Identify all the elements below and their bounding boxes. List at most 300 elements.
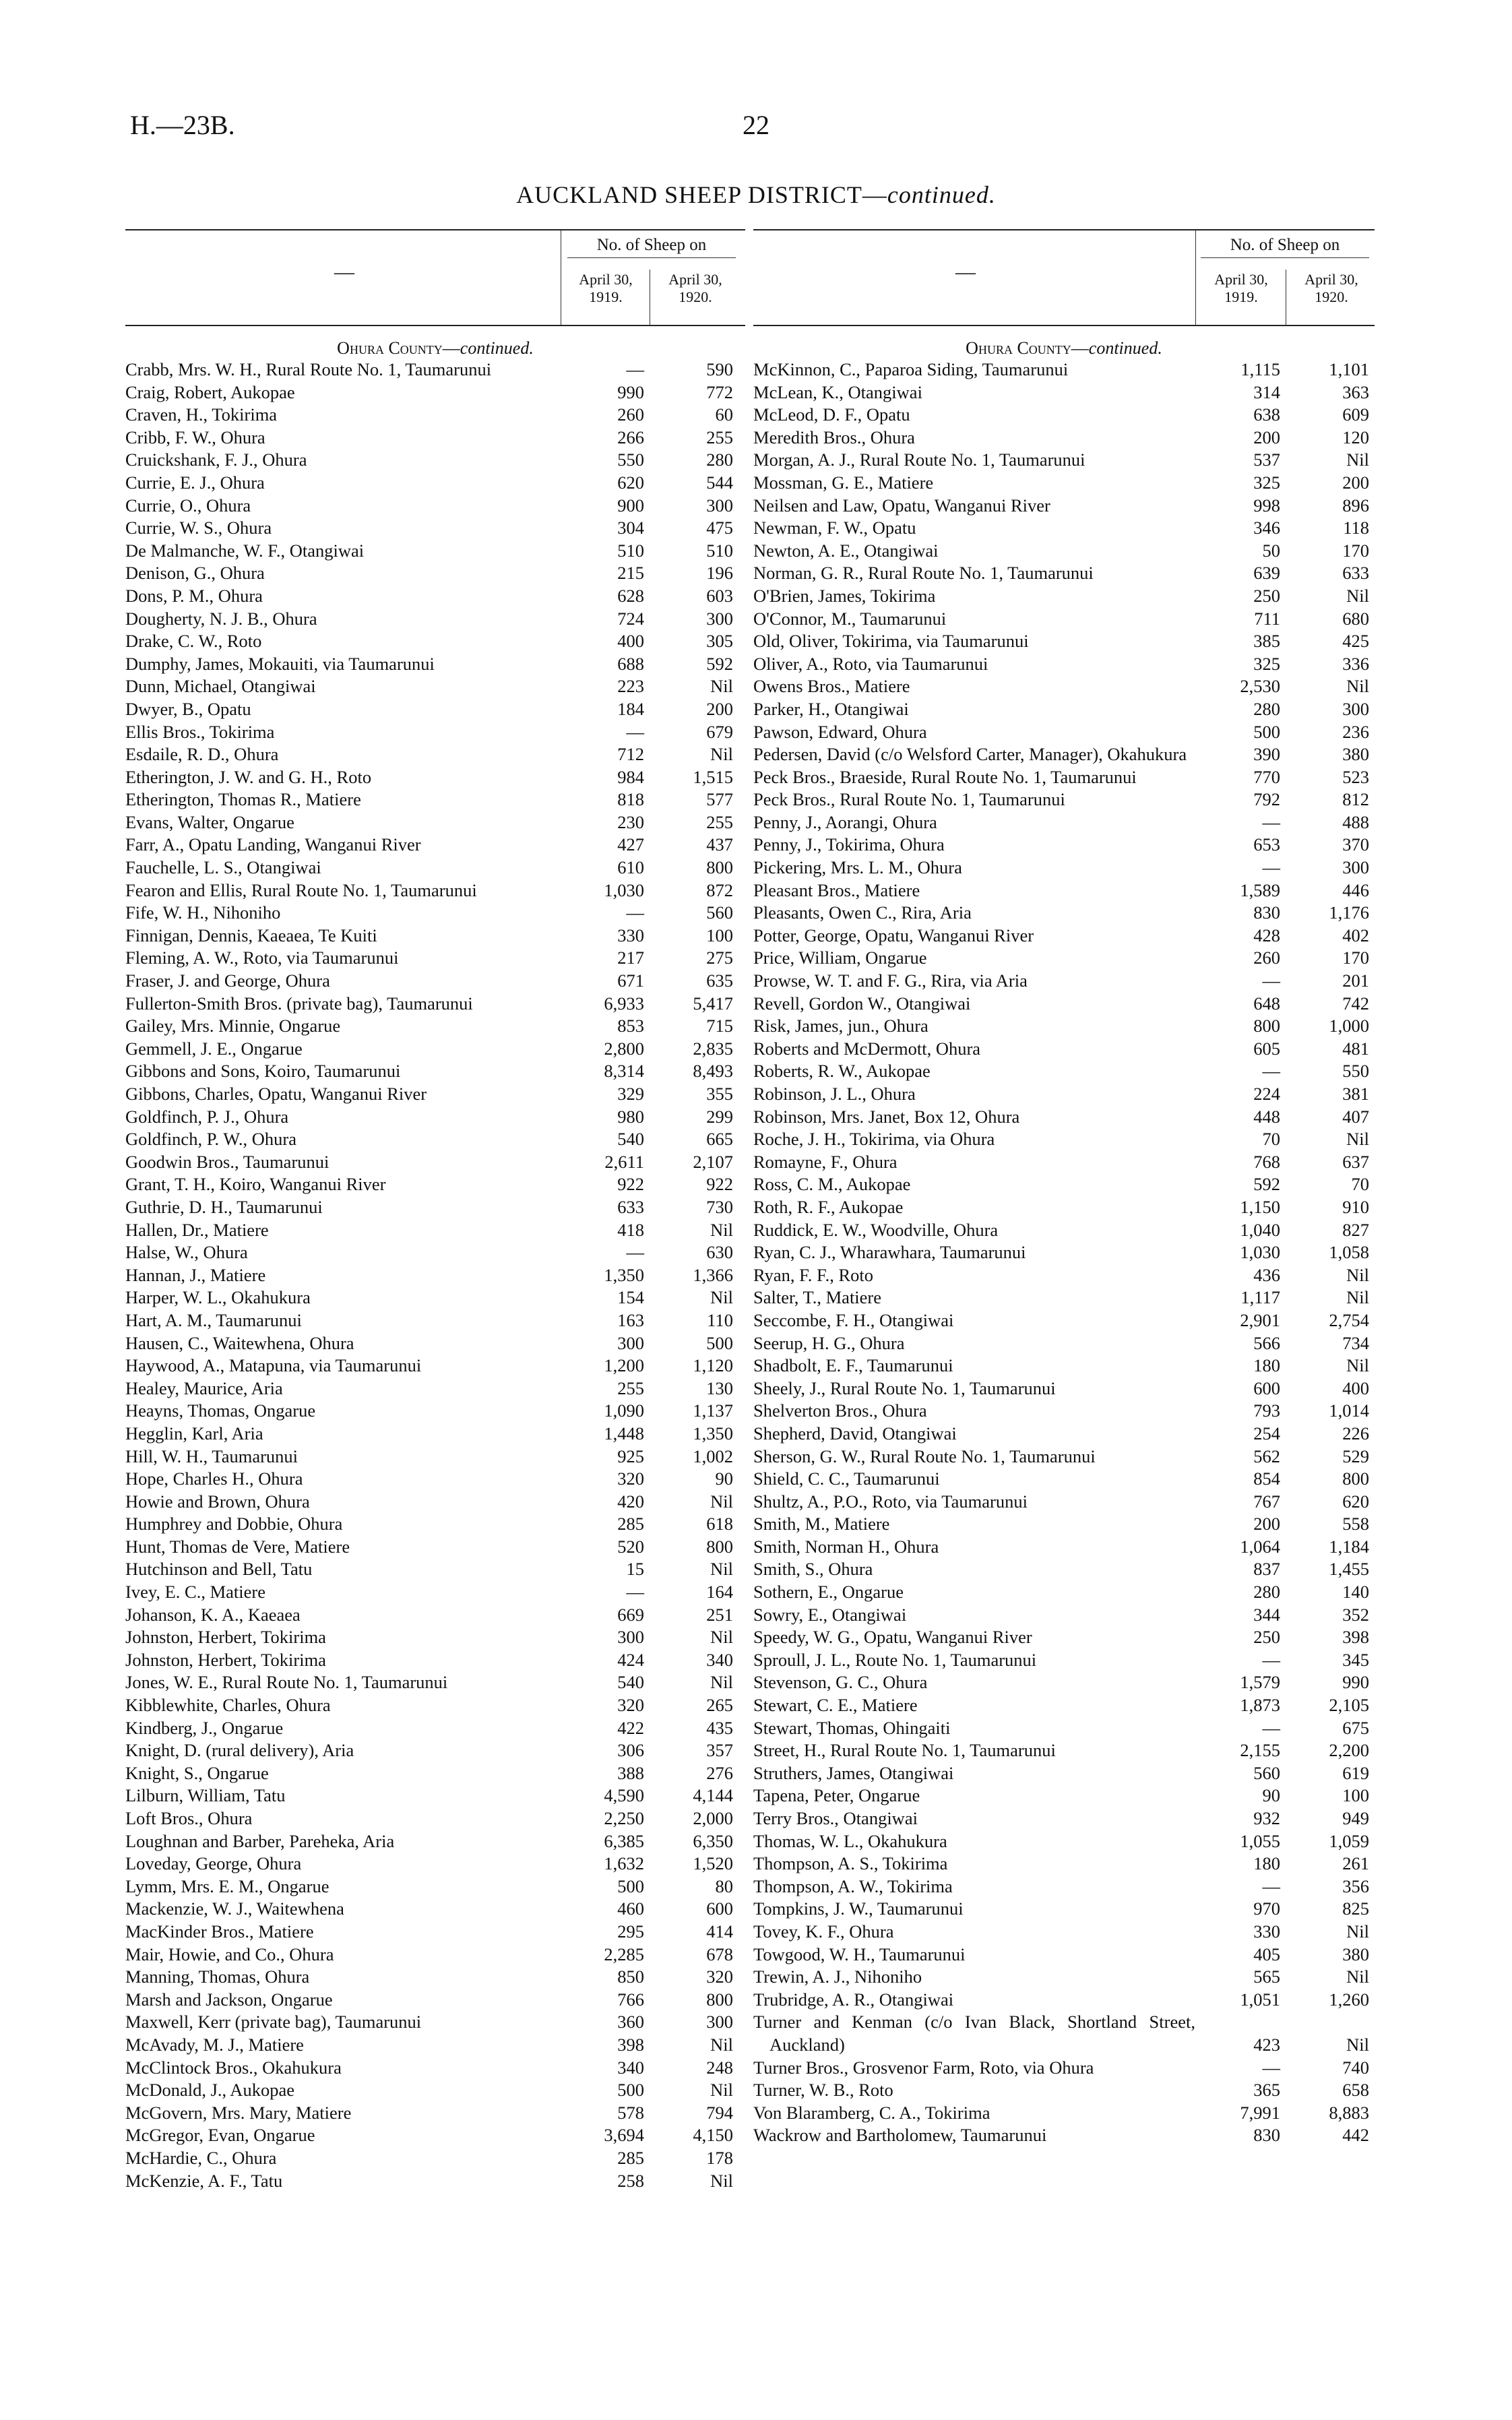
sheep-1919: 304	[617, 518, 644, 538]
table-row	[753, 1219, 1375, 1242]
holder-name: Knight, S., Ongarue	[125, 1762, 269, 1783]
table-row	[125, 1038, 738, 1061]
sheep-1919: 980	[617, 1106, 644, 1127]
year-1920-year: 1920.	[1315, 288, 1348, 305]
sheep-1919: —	[1262, 2057, 1280, 2078]
left-column	[125, 229, 745, 2192]
page-title	[0, 181, 1512, 209]
sheep-1920: 592	[706, 653, 733, 674]
table-row	[125, 540, 738, 563]
sheep-1919: 1,150	[1240, 1196, 1280, 1217]
table-row	[125, 359, 738, 381]
holder-name: Marsh and Jackson, Ongarue	[125, 1989, 333, 2010]
sheep-1920: 2,000	[693, 1808, 733, 1828]
sheep-1920: 196	[706, 563, 733, 584]
sheep-1919: 250	[1253, 585, 1280, 606]
sheep-1920: 800	[706, 857, 733, 878]
holder-name: McLeod, D. F., Opatu	[753, 404, 910, 425]
holder-name: Turner Bros., Grosvenor Farm, Roto, via Ohura	[753, 2057, 1094, 2078]
table-row	[125, 993, 738, 1016]
holder-name: McGovern, Mrs. Mary, Matiere	[125, 2102, 352, 2123]
year-1919-heading	[1198, 271, 1284, 306]
sheep-1919: 500	[1253, 721, 1280, 742]
sheep-1920: 130	[706, 1377, 733, 1398]
holder-name: Heayns, Thomas, Ongarue	[125, 1400, 316, 1421]
holder-name: Pedersen, David (c/o Welsford Carter, Manager), Okahukura	[753, 744, 1187, 765]
sheep-1920: 251	[706, 1604, 733, 1625]
sheep-1919: 724	[617, 608, 644, 629]
holder-name: Wackrow and Bartholomew, Taumarunui	[753, 2125, 1047, 2146]
table-row	[753, 1921, 1375, 1944]
table-row	[753, 1446, 1375, 1468]
table-row	[125, 698, 738, 721]
sheep-1919: 250	[1253, 1627, 1280, 1648]
sheep-1920: 715	[706, 1016, 733, 1036]
holder-name: Neilsen and Law, Opatu, Wanganui River	[753, 495, 1050, 516]
table-row	[125, 1694, 738, 1717]
sheep-1919: 314	[1253, 381, 1280, 402]
holder-name: McHardie, C., Ohura	[125, 2147, 277, 2168]
holder-name: McClintock Bros., Okahukura	[125, 2057, 342, 2078]
holder-name: Turner, W. B., Roto	[753, 2080, 893, 2101]
holder-name: Street, H., Rural Route No. 1, Taumarunui	[753, 1740, 1056, 1761]
table-row	[753, 1671, 1375, 1694]
holder-name: Dwyer, B., Opatu	[125, 698, 251, 719]
table-row	[125, 1966, 738, 1989]
table-row	[753, 404, 1375, 427]
sheep-1919: 215	[617, 563, 644, 584]
table-row	[125, 675, 738, 698]
sheep-1919: 1,632	[604, 1853, 644, 1874]
table-row	[753, 1875, 1375, 1898]
sheep-1920: 620	[1342, 1491, 1369, 1512]
year-1920-heading	[652, 271, 738, 306]
sheep-1920: 2,107	[693, 1151, 733, 1172]
sheep-1920: 1,000	[1329, 1016, 1369, 1036]
sheep-1920: 896	[1342, 495, 1369, 516]
table-row	[753, 495, 1375, 518]
table-row	[753, 1083, 1375, 1106]
table-row	[753, 1355, 1375, 1377]
holder-name: Mossman, G. E., Matiere	[753, 472, 934, 493]
table-row	[125, 1671, 738, 1694]
sheep-1920: 110	[707, 1309, 733, 1330]
sheep-1920: 658	[1342, 2080, 1369, 2101]
table-row	[753, 947, 1375, 970]
sheep-1919: 520	[617, 1536, 644, 1557]
holder-name: Fleming, A. W., Roto, via Taumarunui	[125, 948, 399, 968]
sheep-1919: 2,901	[1240, 1309, 1280, 1330]
name-column-dash: —	[334, 261, 354, 283]
table-row	[125, 1264, 738, 1287]
year-1920-year: 1920.	[679, 288, 712, 305]
sheep-1919: 280	[1253, 698, 1280, 719]
table-row	[125, 1604, 738, 1627]
holder-name: Roth, R. F., Aukopae	[753, 1196, 904, 1217]
sheep-1919: 50	[1262, 540, 1280, 561]
table-row	[753, 1785, 1375, 1807]
sheep-1920: 100	[1342, 1785, 1369, 1806]
table-row	[125, 1083, 738, 1106]
sheep-1919: 1,873	[1240, 1695, 1280, 1716]
sheep-1919: 325	[1253, 653, 1280, 674]
sheep-1920: Nil	[710, 2170, 733, 2191]
sheep-1919: 306	[617, 1740, 644, 1761]
sheep-1919: 330	[617, 925, 644, 945]
holder-name: Cruickshank, F. J., Ohura	[125, 449, 307, 470]
county-heading	[125, 338, 745, 359]
sheep-1920: 236	[1342, 721, 1369, 742]
sheep-1919: 184	[617, 698, 644, 719]
holder-name: Currie, E. J., Ohura	[125, 472, 265, 493]
table-row	[753, 540, 1375, 563]
table-row	[753, 381, 1375, 404]
sheep-1919: 15	[626, 1559, 644, 1580]
sheep-1920: 357	[706, 1740, 733, 1761]
holder-name: Norman, G. R., Rural Route No. 1, Taumarunui	[753, 563, 1094, 584]
table-row	[125, 2034, 738, 2057]
holder-name: O'Connor, M., Taumarunui	[753, 608, 947, 629]
holder-name: Pawson, Edward, Ohura	[753, 721, 927, 742]
holder-name: Manning, Thomas, Ohura	[125, 1966, 310, 1987]
table-row	[125, 1332, 738, 1355]
holder-name: Thompson, A. W., Tokirima	[753, 1875, 953, 1896]
table-row	[125, 879, 738, 902]
sheep-1919: 671	[617, 970, 644, 991]
year-1920-date: April 30,	[668, 271, 722, 288]
holder-name: Risk, James, jun., Ohura	[753, 1016, 928, 1036]
holder-name: Halse, W., Ohura	[125, 1242, 248, 1263]
holder-name: Prowse, W. T. and F. G., Rira, via Aria	[753, 970, 1028, 991]
sheep-1920: 910	[1342, 1196, 1369, 1217]
sheep-1919: —	[626, 359, 644, 379]
table-row	[125, 1151, 738, 1174]
table-row	[125, 1400, 738, 1423]
sheep-1919: —	[1262, 970, 1280, 991]
table-row	[753, 993, 1375, 1016]
sheep-1920: 560	[706, 902, 733, 923]
table-row	[125, 1468, 738, 1491]
holder-name: Goodwin Bros., Taumarunui	[125, 1151, 329, 1172]
sheep-1919: 427	[617, 834, 644, 855]
holder-name: Smith, S., Ohura	[753, 1559, 873, 1580]
sheep-1920: 170	[1342, 948, 1369, 968]
sheep-1919: 600	[1253, 1377, 1280, 1398]
table-row	[753, 630, 1375, 653]
county-continued: continued.	[460, 338, 534, 358]
table-row	[753, 1377, 1375, 1400]
sheep-1920: 734	[1342, 1332, 1369, 1353]
sheep-1919: 932	[1253, 1808, 1280, 1828]
table-row	[125, 381, 738, 404]
table-row	[125, 495, 738, 518]
holder-name: Johanson, K. A., Kaeaea	[125, 1604, 301, 1625]
table-row	[125, 517, 738, 540]
sheep-1920: 544	[706, 472, 733, 493]
sheep-1919: 550	[617, 449, 644, 470]
table-row	[753, 2079, 1375, 2102]
sheep-1919: 422	[617, 1717, 644, 1738]
sheep-1920: 800	[706, 1536, 733, 1557]
sheep-1919: 4,590	[604, 1785, 644, 1806]
sheep-1919: 2,155	[1240, 1740, 1280, 1761]
holder-name: Lilburn, William, Tatu	[125, 1785, 286, 1806]
sheep-1920: 60	[715, 404, 733, 425]
holder-name: Lymm, Mrs. E. M., Ongarue	[125, 1875, 329, 1896]
sheep-1919: 260	[617, 404, 644, 425]
table-row	[125, 1423, 738, 1446]
sheep-1920: 475	[706, 518, 733, 538]
holder-name: Evans, Walter, Ongarue	[125, 811, 294, 832]
sheep-1920: 275	[706, 948, 733, 968]
sheep-1920: 618	[706, 1514, 733, 1534]
holder-name: Hill, W. H., Taumarunui	[125, 1446, 298, 1466]
sheep-1919: 540	[617, 1672, 644, 1693]
holder-name: McLean, K., Otangiwai	[753, 381, 922, 402]
sheep-1919: 830	[1253, 2125, 1280, 2146]
table-row	[753, 1717, 1375, 1740]
holder-name: Gemmell, J. E., Ongarue	[125, 1038, 303, 1059]
holder-name: Ellis Bros., Tokirima	[125, 721, 275, 742]
table-row	[753, 1309, 1375, 1332]
holder-name: McKinnon, C., Paparoa Siding, Taumarunui	[753, 359, 1069, 379]
holder-name: Shelverton Bros., Ohura	[753, 1400, 927, 1421]
sheep-1920: 255	[706, 811, 733, 832]
table-row	[125, 1581, 738, 1604]
sheep-1919: 388	[617, 1762, 644, 1783]
sheep-1920: 609	[1342, 404, 1369, 425]
sheep-1919: 285	[617, 1514, 644, 1534]
holder-name: Loft Bros., Ohura	[125, 1808, 253, 1828]
holder-name: Sothern, E., Ongarue	[753, 1582, 904, 1603]
holder-name: Newton, A. E., Otangiwai	[753, 540, 939, 561]
column-divider	[1195, 230, 1196, 325]
sheep-1920: Nil	[710, 744, 733, 765]
sheep-1919: 300	[617, 1627, 644, 1648]
holder-name: Fife, W. H., Nihoniho	[125, 902, 281, 923]
table-row	[125, 1128, 738, 1151]
sheep-1920: 679	[706, 721, 733, 742]
sheep-1919: 639	[1253, 563, 1280, 584]
holder-name: Parker, H., Otangiwai	[753, 698, 909, 719]
table-row	[125, 472, 738, 495]
table-row	[753, 743, 1375, 766]
holder-name: Trewin, A. J., Nihoniho	[753, 1966, 922, 1987]
sheep-1919: —	[1262, 811, 1280, 832]
sheep-1919: 330	[1253, 1921, 1280, 1942]
holder-name: Drake, C. W., Roto	[125, 631, 262, 652]
sheep-1919: 300	[617, 1332, 644, 1353]
sheep-1919: 1,040	[1240, 1219, 1280, 1240]
sheep-1919: 3,694	[604, 2125, 644, 2146]
sheep-1919: 398	[617, 2034, 644, 2055]
sheep-table-left	[125, 359, 738, 2192]
sheep-1920: 1,515	[693, 766, 733, 787]
sheep-1919: 711	[1254, 608, 1280, 629]
sheep-1919: 990	[617, 381, 644, 402]
sheep-1920: 140	[1342, 1582, 1369, 1603]
sheep-1920: 558	[1342, 1514, 1369, 1534]
table-row	[125, 653, 738, 676]
table-row	[753, 879, 1375, 902]
sheep-1919: 767	[1253, 1491, 1280, 1512]
table-row	[753, 1173, 1375, 1196]
holder-name: Craig, Robert, Aukopae	[125, 381, 295, 402]
sheep-1919: 180	[1253, 1853, 1280, 1874]
sheep-1920: 402	[1342, 925, 1369, 945]
table-row	[753, 1151, 1375, 1174]
sheep-1919: 1,115	[1240, 359, 1280, 379]
holder-name: Penny, J., Tokirima, Ohura	[753, 834, 945, 855]
report-reference: H.—23B.	[130, 110, 235, 140]
sheep-1920: 1,058	[1329, 1242, 1369, 1263]
sheep-1920: 665	[706, 1129, 733, 1150]
sheep-1920: 1,366	[693, 1264, 733, 1285]
sheep-1919: 1,579	[1240, 1672, 1280, 1693]
sheep-1919: 648	[1253, 993, 1280, 1014]
table-row	[125, 1377, 738, 1400]
table-row	[125, 947, 738, 970]
table-row	[125, 404, 738, 427]
sheep-1919: 230	[617, 811, 644, 832]
sheep-1920: 2,105	[1329, 1695, 1369, 1716]
sheep-1919: 800	[1253, 1016, 1280, 1036]
sheep-1920: 827	[1342, 1219, 1369, 1240]
sheep-1920: 1,350	[693, 1423, 733, 1444]
holder-name: Thompson, A. S., Tokirima	[753, 1853, 948, 1874]
sheep-1920: 800	[1342, 1468, 1369, 1489]
holder-name: Knight, D. (rural delivery), Aria	[125, 1740, 354, 1761]
sheep-1919: 1,448	[604, 1423, 644, 1444]
table-row	[753, 562, 1375, 585]
table-row	[753, 1989, 1375, 2012]
sheep-1919: 200	[1253, 1514, 1280, 1534]
sheep-1919: 1,117	[1240, 1287, 1280, 1308]
table-row	[125, 1875, 738, 1898]
sheep-1919: 578	[617, 2102, 644, 2123]
holder-name: Fauchelle, L. S., Otangiwai	[125, 857, 321, 878]
year-1920-heading	[1288, 271, 1375, 306]
sheep-1919: 1,350	[604, 1264, 644, 1285]
holder-name: Ryan, C. J., Wharawhara, Taumarunui	[753, 1242, 1026, 1263]
sheep-1919: 605	[1253, 1038, 1280, 1059]
sheep-1919: 460	[617, 1898, 644, 1919]
sheep-1920: 630	[706, 1242, 733, 1263]
holder-name: Hannan, J., Matiere	[125, 1264, 266, 1285]
sheep-1919: 2,800	[604, 1038, 644, 1059]
sheep-1920: 481	[1342, 1038, 1369, 1059]
holder-name: Seerup, H. G., Ohura	[753, 1332, 905, 1353]
sheep-1920: Nil	[1346, 585, 1369, 606]
table-row	[753, 766, 1375, 789]
holder-name: Kibblewhite, Charles, Ohura	[125, 1695, 331, 1716]
sheep-1919: 562	[1253, 1446, 1280, 1466]
holder-name: Harper, W. L., Okahukura	[125, 1287, 311, 1308]
table-row	[125, 427, 738, 449]
holder-name: Hart, A. M., Taumarunui	[125, 1309, 302, 1330]
sheep-1920: Nil	[710, 1287, 733, 1308]
sheep-1920: 1,059	[1329, 1830, 1369, 1851]
sheep-1920: 1,002	[693, 1446, 733, 1466]
holder-name: Robinson, J. L., Ohura	[753, 1084, 916, 1104]
holder-name: Tapena, Peter, Ongarue	[753, 1785, 920, 1806]
table-row	[125, 1898, 738, 1921]
table-row	[125, 1060, 738, 1083]
table-row	[753, 698, 1375, 721]
table-row	[753, 585, 1375, 608]
sheep-1920: 8,493	[693, 1061, 733, 1082]
table-row	[125, 1626, 738, 1649]
holder-name: Farr, A., Opatu Landing, Wanganui River	[125, 834, 421, 855]
table-row	[753, 925, 1375, 948]
table-row	[125, 1015, 738, 1038]
sheep-1920: 675	[1342, 1717, 1369, 1738]
holder-name: Dunn, Michael, Otangiwai	[125, 676, 316, 697]
table-row	[125, 630, 738, 653]
sheep-1920: 678	[706, 1944, 733, 1964]
table-row	[753, 2057, 1375, 2080]
holder-name: Struthers, James, Otangiwai	[753, 1762, 954, 1783]
holder-name: Roche, J. H., Tokirima, via Ohura	[753, 1129, 995, 1150]
sheep-1919: 1,090	[604, 1400, 644, 1421]
column-header	[125, 230, 745, 326]
holder-name: Newman, F. W., Opatu	[753, 518, 916, 538]
sheep-1919: 260	[1253, 948, 1280, 968]
sheep-1920: 398	[1342, 1627, 1369, 1648]
sheep-1919: 224	[1253, 1084, 1280, 1104]
sheep-1920: 510	[706, 540, 733, 561]
table-row	[753, 1286, 1375, 1309]
county-name: Ohura County—	[337, 338, 460, 358]
table-row	[125, 1830, 738, 1853]
table-row	[753, 721, 1375, 744]
holder-name: McKenzie, A. F., Tatu	[125, 2170, 283, 2191]
county-name: Ohura County—	[966, 338, 1089, 358]
holder-name: Price, William, Ongarue	[753, 948, 927, 968]
sheep-1919: 180	[1253, 1355, 1280, 1376]
sheep-1920: Nil	[710, 1672, 733, 1693]
sheep-1919: —	[1262, 1649, 1280, 1670]
table-row	[753, 1038, 1375, 1061]
sheep-1919: 984	[617, 766, 644, 787]
sheep-1920: 488	[1342, 811, 1369, 832]
sheep-1920: 1,101	[1329, 359, 1369, 379]
sheep-1920: 300	[1342, 857, 1369, 878]
sheep-1920: 255	[706, 427, 733, 447]
table-row	[753, 1558, 1375, 1581]
holder-name: Oliver, A., Roto, via Taumarunui	[753, 653, 988, 674]
sheep-1920: 740	[1342, 2057, 1369, 2078]
holder-name: Owens Bros., Matiere	[753, 676, 910, 697]
holder-name: Goldfinch, P. J., Ohura	[125, 1106, 289, 1127]
holder-name: Fraser, J. and George, Ohura	[125, 970, 330, 991]
table-row	[753, 1060, 1375, 1083]
sheep-1920: 772	[706, 381, 733, 402]
table-row	[125, 608, 738, 631]
sheep-1919: 266	[617, 427, 644, 447]
holder-name: De Malmanche, W. F., Otangiwai	[125, 540, 365, 561]
sheep-1920: 380	[1342, 1944, 1369, 1964]
sheep-1920: 100	[706, 925, 733, 945]
sheep-1919: 766	[617, 1989, 644, 2010]
sheep-1919: 1,055	[1240, 1830, 1280, 1851]
table-row	[125, 766, 738, 789]
sheep-1920: 261	[1342, 1853, 1369, 1874]
sheep-1919: 280	[1253, 1582, 1280, 1603]
sheep-1920: 742	[1342, 993, 1369, 1014]
holder-name: Mair, Howie, and Co., Ohura	[125, 1944, 334, 1964]
holder-name: Shadbolt, E. F., Taumarunui	[753, 1355, 953, 1376]
